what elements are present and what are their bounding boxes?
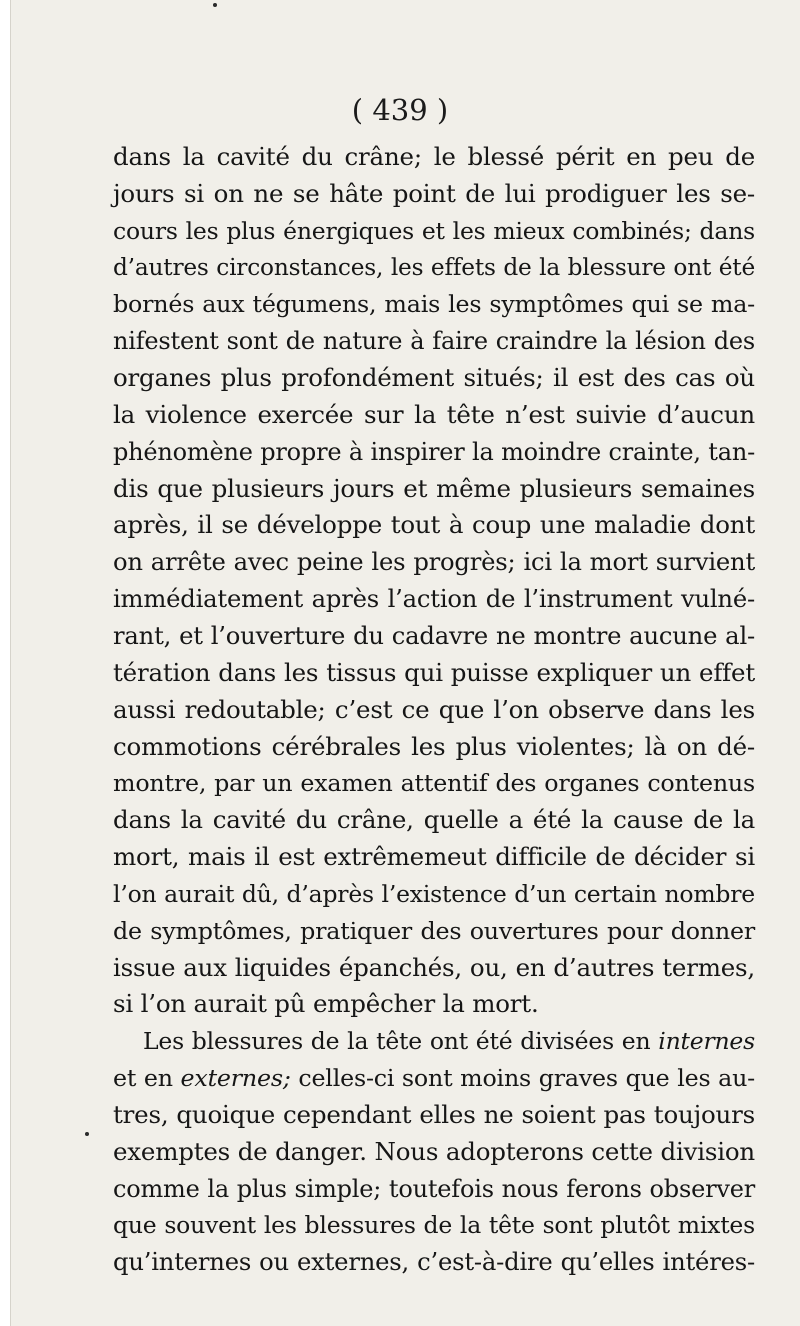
text-line: jours si on ne se hâte point de lui prodiguer les se- (113, 178, 755, 208)
text-line: montre, par un examen attentif des organes contenus (113, 769, 755, 798)
page-number: ( 439 ) (351, 93, 449, 127)
text-line: organes plus profondément situés; il est des cas où (113, 363, 755, 393)
text-line: immédiatement après l’action de l’instrument vulné- (113, 584, 755, 614)
paragraph-end-line: si l’on aurait pû empêcher la mort. (113, 989, 539, 1019)
text-line: qu’internes ou externes, c’est-à-dire qu’elles intéres- (113, 1247, 755, 1277)
text-line: commotions cérébrales les plus violentes; là on dé- (113, 731, 755, 761)
text-line (113, 1060, 755, 1097)
text-line: après, il se développe tout à coup une maladie dont (113, 510, 755, 540)
ink-speck (213, 3, 217, 7)
text-run: Les blessures de la tête ont été divisées en (143, 1027, 659, 1056)
ink-speck (85, 1132, 89, 1136)
text-line: nifestent sont de nature à faire craindre la lésion des (113, 327, 755, 356)
text-line: aussi redoutable; c’est ce que l’on observe dans les (113, 694, 755, 724)
text-line: dis que plusieurs jours et même plusieurs semaines (113, 473, 755, 503)
body-text (113, 139, 755, 1281)
text-line: tres, quoique cependant elles ne soient pas toujours (113, 1099, 755, 1129)
paragraph-start-line (113, 1023, 755, 1060)
text-line: tération dans les tissus qui puisse expliquer un effet (113, 657, 755, 687)
text-line: bornés aux tégumens, mais les symptômes qui se ma- (113, 290, 755, 319)
text-line: comme la plus simple; toutefois nous ferons observer (113, 1174, 755, 1203)
text-line: dans la cavité du crâne; le blessé périt en peu de (113, 142, 755, 171)
page-margin (0, 0, 10, 1326)
text-line: rant, et l’ouverture du cadavre ne montre aucune al- (113, 620, 755, 650)
text-line: de symptômes, pratiquer des ouvertures pour donner (113, 916, 755, 945)
text-line: exemptes de danger. Nous adopterons cette division (113, 1136, 755, 1166)
text-line: issue aux liquides épanchés, ou, en d’autres termes, (113, 952, 755, 982)
text-run: et en (113, 1064, 181, 1093)
text-line: phénomène propre à inspirer la moindre crainte, tan- (113, 437, 755, 466)
text-line: l’on aurait dû, d’après l’existence d’un certain nombre (113, 879, 755, 908)
text-line: dans la cavité du crâne, quelle a été la cause de la (113, 805, 755, 835)
text-run: celles-ci sont moins graves que les au- (290, 1064, 755, 1093)
italic-term: externes; (180, 1064, 291, 1093)
text-line: mort, mais il est extrêmemeut difficile de décider si (113, 842, 755, 872)
text-line: la violence exercée sur la tête n’est suivie d’aucun (113, 399, 755, 429)
text-line: que souvent les blessures de la tête sont plutôt mixtes (113, 1211, 755, 1240)
italic-term: internes (658, 1027, 755, 1056)
text-line: on arrête avec peine les progrès; ici la mort survient (113, 547, 755, 577)
text-line: d’autres circonstances, les effets de la blessure ont été (113, 253, 755, 281)
text-line: cours les plus énergiques et les mieux combinés; dans (113, 216, 755, 245)
